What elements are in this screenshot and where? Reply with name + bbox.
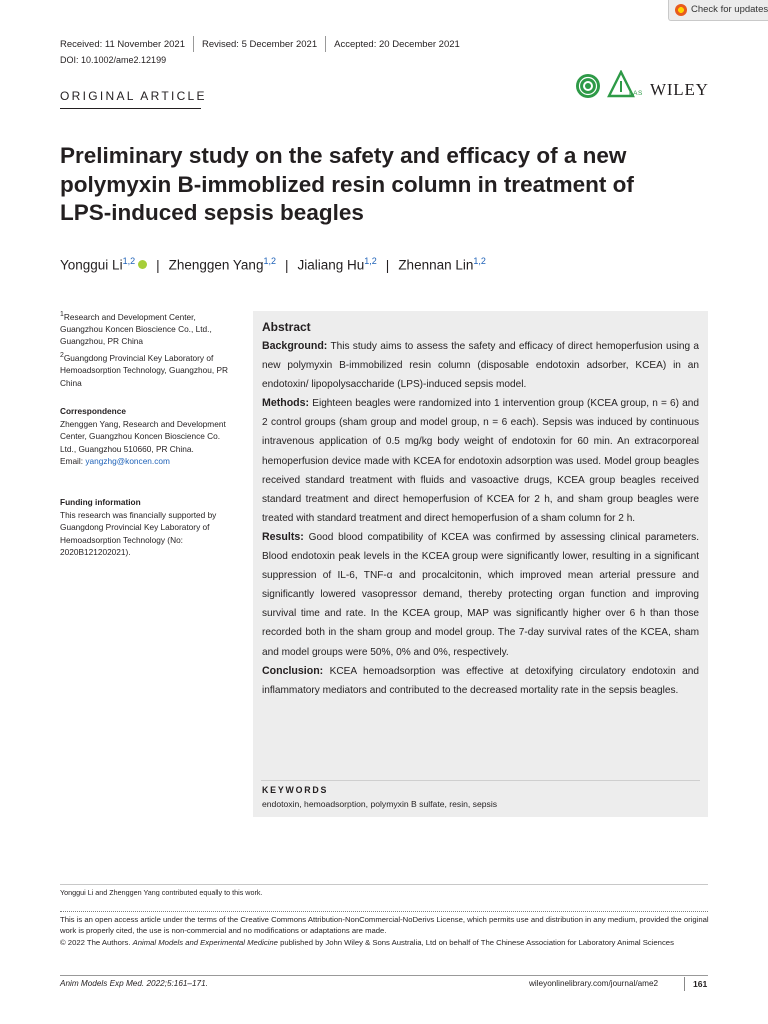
journal-url[interactable]: wileyonlinelibrary.com/journal/ame2 [529,979,659,988]
author-affiliation: 1,2 [122,256,136,266]
keywords-divider [261,780,700,781]
correspondence [60,405,238,467]
keywords-heading: KEYWORDS [262,785,329,795]
affiliation-2: $^2$Guangdong Provincial Key Laboratory of Hemoadsorption Technology, Guangzhou, PR China [60,352,229,388]
check-for-updates-badge[interactable] [668,0,768,21]
author-name[interactable]: Zhennan Lin [398,257,474,273]
license-text: This is an open access article under the terms of the Creative Commons Attribution-NonCommercial-NoDerivs License, which permits use and distribution in any medium, provided the original work is properly cited, the use is non-commercial and no modifications or adaptations are made. © 2022 The Authors. Animal Models and Experimental Medicine published by John Wiley & Sons Australia, Ltd on behalf of The Chinese Association for Laboratory Animal Sciences [60,915,709,947]
las-mark: LAS [629,90,643,97]
author-name[interactable]: Zhenggen Yang [168,257,264,273]
keywords: endotoxin, hemoadsorption, polymyxin B sulfate, resin, sepsis [262,799,498,809]
author-name[interactable]: Jialiang Hu [297,257,365,273]
abstract-results: Results: Good blood compatibility of KCEA was confirmed by assessing clinical parameters. Blood endotoxin peak levels in the KCEA group were significantly lower, resulting in a significant suppression of IL-6, TNF-α and procalcitonin, which improved mean arterial pressure and significantly lowered vasopressor demand, thereby protecting organ function and improving survival time and rate. In the KCEA group, MAP was significantly higher over 6 h than those recorded both in the sham group and model group. The 7-day survival rates of the KCEA, sham and model groups were 50%, 0% and 0%, respectively. [262,530,699,658]
author-list: Yonggui Li$^{1,2}$ | Zhenggen Yang$^{1,2}$ | Jialiang Hu$^{1,2}$ | Zhennan Lin$^{1,2}$ [60,256,486,273]
orcid-icon[interactable] [138,260,147,269]
page-footer-divider [60,975,708,976]
abstract-background: Background: This study aims to assess the safety and efficacy of direct hemoperfusion using a new polymyxin B-immobilized resin column (disposable endotoxin adsorber, KCEA) in an endotoxin/ lipopolysaccharide (LPS)-induced sepsis model. [262,340,699,391]
article-dates [60,36,460,52]
publisher-logos [575,70,715,104]
email-link[interactable]: yangzhg@koncen.com [85,455,170,466]
funding-text: This research was financially supported by Guangdong Provincial Key Laboratory of Hemoadsorption Technology (No: 2020B121202021). [60,510,217,557]
abstract-heading: Abstract [262,320,311,334]
page-number: 161 [693,979,708,989]
check-for-updates-label: Check for updates [691,4,768,15]
author-affiliation: 1,2 [364,256,377,266]
doi[interactable]: DOI: 10.1002/ame2.12199 [60,55,167,65]
wiley-logo: WILEY [650,80,709,99]
footnote-divider [60,884,708,885]
abstract-conclusion: Conclusion: KCEA hemoadsorption was effective at detoxifying circulatory endotoxin and inflammatory mediators and contributed to the decreased mortality rate in the sepsis beagles. [262,664,699,696]
footer-separator [684,977,685,991]
contribution-note: Yonggui Li and Zhenggen Yang contributed equally to this work. [60,888,263,897]
article-type-rule [60,108,201,109]
accepted-date: Accepted: 20 December 2021 [334,38,460,50]
article-type: ORIGINAL ARTICLE [60,89,207,103]
funding-information [60,496,238,558]
correspondence-heading: Correspondence [60,406,126,416]
license-divider [60,911,708,912]
affiliation-1: $^1$Research and Development Center, Guangzhou Koncen Bioscience Co., Ltd., Guangzhou, PR China [60,311,212,347]
author-affiliation: 1,2 [263,256,276,266]
crossmark-icon [675,4,687,16]
las-logo-icon [607,70,647,102]
affiliations [60,309,238,389]
email-label: Email: [60,455,84,466]
abstract-methods: Methods: Eighteen beagles were randomized into 1 intervention group (KCEA group, n = 6) and 2 control groups (sham group and model group, n = 6 each). Sepsis was induced by continuous intravenous application of 0.5 mg/kg body weight of endotoxin for 60 min. An extracorporeal hemoperfusion device made with KCEA for endotoxin adsorption was used. Model group beagles received standard treatment with fluids and vasoactive drugs, KCEA group beagles received standard treatment and direct hemoperfusion of KCEA for 2 h, and sham group beagles were treated with standard treatment and direct hemoperfusion of a sham column for 2 h. [262,397,699,524]
article-title: Preliminary study on the safety and efficacy of a new polymyxin B-immoblized resin column in treatment of LPS-induced sepsis beagles [60,143,634,225]
revised-date: Revised: 5 December 2021 [201,38,318,50]
author-affiliation: 1,2 [473,256,486,266]
correspondence-text: Zhenggen Yang, Research and Development Center, Guangzhou Koncen Bioscience Co. Ltd., Guangzhou 510660, PR China. [60,419,226,454]
abstract-box [253,311,708,817]
author-name[interactable]: Yonggui Li [60,257,123,273]
society-seal-icon [575,73,601,99]
journal-reference: Anim Models Exp Med. 2022;5:161–171. [60,979,208,988]
funding-heading: Funding information [60,497,141,507]
received-date: Received: 11 November 2021 [60,38,185,50]
